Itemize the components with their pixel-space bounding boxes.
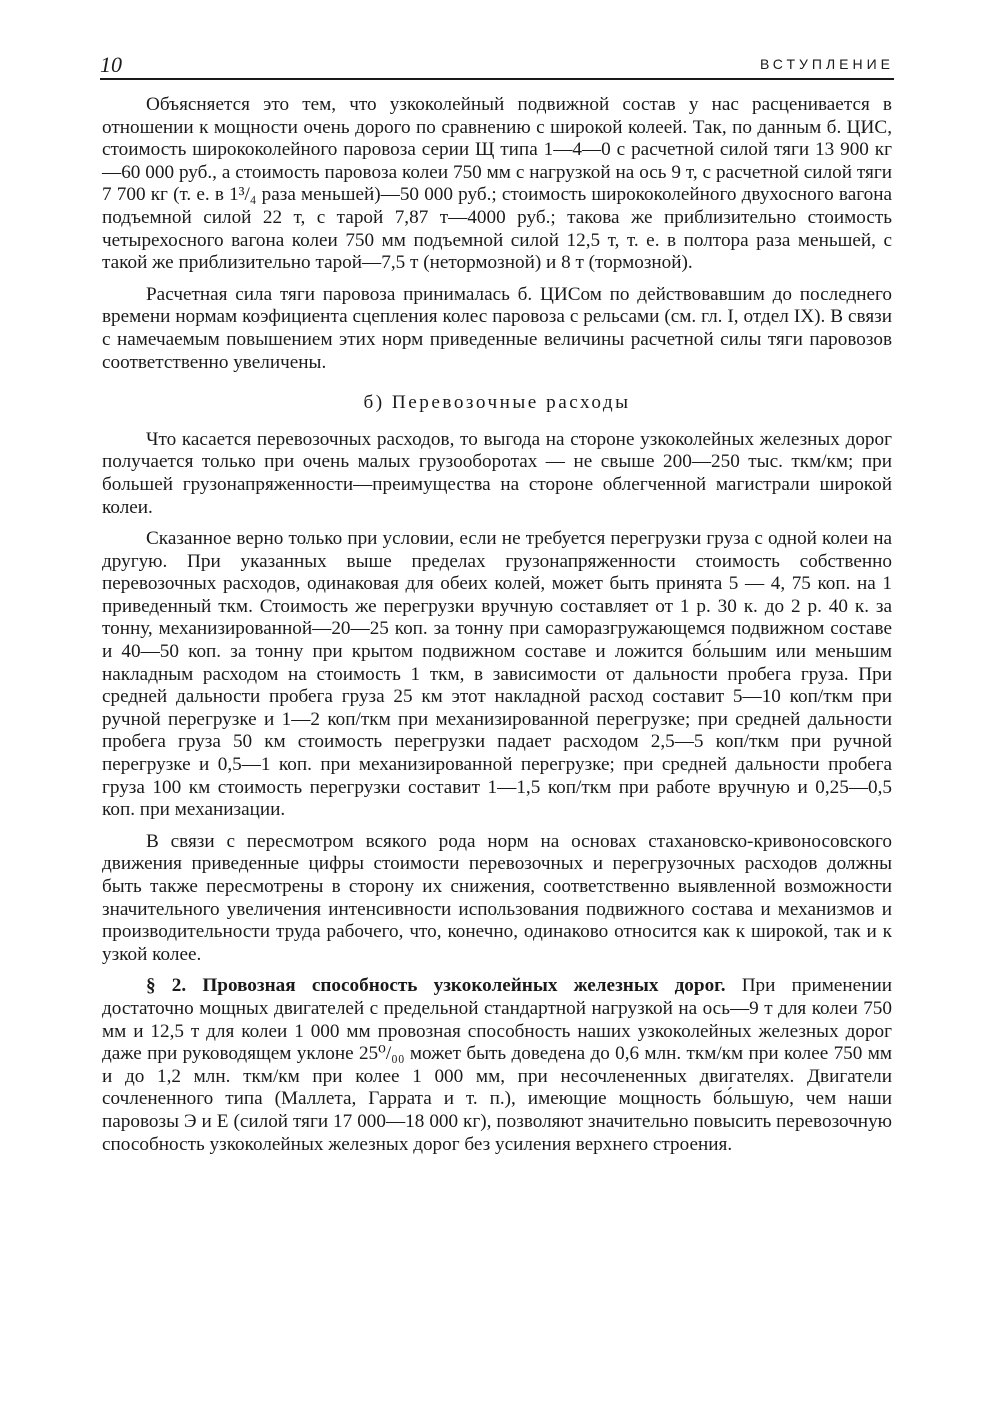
paragraph-transshipment: Сказанное верно только при условии, если не требуется перегрузки груза с одной колеи на другую. При указанных выше пределах грузонапряженности стоимость собственно перевозочных расходов, одинаковая для обеих колей, может быть принята 5 — 4, 75 коп. на 1 приведенный ткм. Стоимость же перегрузки вручную составляет от 1 р. 30 к. до 2 р. 40 к. за тонну, механизированной—20—25 коп. за тонну при саморазгружающемся подвижном составе и 40—50 коп. за тонну при крытом подвижном составе и ложится бо́льшим или меньшим накладным расходом на стоимость 1 ткм, в зависимости от дальности пробега груза. При средней дальности пробега груза 25 км этот накладной расход составит 5—10 коп/ткм при ручной перегрузке и 1—2 коп/ткм при механизированной перегрузке; при средней дальности пробега груза 50 км стоимость перегрузки падает расходом 2,5—5 коп/ткм при ручной перегрузке и 0,5—1 коп. при механизированной перегрузке; при средней дальности пробега груза 100 км стоимость перегрузки составит 1—1,5 коп/ткм при работе вручную и 0,25—0,5 коп. при механизации. — [102, 528, 892, 821]
paragraph-transport-costs: Что касается перевозочных расходов, то выгода на стороне узкоколейных железных дорог получается только при очень малых грузооборотах — не свыше 200—250 тыс. ткм/км; при большей грузонапряженности—преимущества на стороне облегченной магистрали широкой колеи. — [102, 428, 892, 518]
section-label-capacity: § 2. Провозная способность узкоколейных железных дорог. — [146, 975, 726, 997]
running-head: ВСТУПЛЕНИЕ — [759, 56, 894, 72]
paragraph-locomotive-costs: Объясняется это тем, что узкоколейный подвижной состав у нас расценивается в отношении к мощности очень дорого по сравнению с широкой колеей. Так, по данным б. ЦИС, стоимость ширококолейного паровоза серии Щ типа 1—4—0 с расчетной силой тяги 13 900 кг—60 000 руб., а стоимость паровоза колеи 750 мм с нагрузкой на ось 9 т, с расчетной силой тяги 7 700 кг (т. е. в 1³/₄ раза меньшей)—50 000 руб.; стоимость ширококолейного двухосного вагона подъемной силой 22 т, с тарой 7,87 т—4000 руб.; такова же приблизительно стоимость четырехосного вагона колеи 750 мм подъемной силой 12,5 т, т. е. в полтора раза меньшей, с такой же приблизительно тарой—7,5 т (нетормозной) и 8 т (тормозной). — [102, 94, 892, 274]
page-number: 10 — [100, 52, 122, 77]
paragraph-traction-norms: Расчетная сила тяги паровоза принималась б. ЦИСом по действовавшим до последнего времени нормам коэфициента сцепления колес паровоза с рельсами (см. гл. I, отдел IX). В связи с намечаемым повышением этих норм приведенные величины расчетной силы тяги паровозов соответственно увеличены. — [102, 283, 892, 373]
page-body — [102, 94, 892, 1165]
section-heading-transport-costs: б) Перевозочные расходы — [363, 392, 631, 414]
paragraph-capacity — [102, 975, 892, 1156]
page-header — [100, 50, 894, 78]
header-rule — [100, 78, 894, 80]
paragraph-norm-revision: В связи с пересмотром всякого рода норм на основах стахановско-кривоносовского движения приведенные цифры стоимости перевозочных и перегрузочных расходов должны быть также пересмотрены в сторону их снижения, соответственно выявленной возможности значительного увеличения интенсивности использования подвижного состава и механизмов и производительности труда рабочего, что, конечно, одинаково относится как к широкой, так и к узкой колее. — [102, 830, 892, 965]
capacity-text: При применении достаточно мощных двигателей с предельной стандартной нагрузкой на ось—9 т для колеи 750 мм и 12,5 т для колеи 1 000 мм провозная способность наших узкоколейных железных дорог даже при руководящем уклоне 25⁰/₀₀ может быть доведена до 0,6 млн. ткм/км при колее 750 мм и до 1,2 млн. ткм/км при колее 1 000 мм, при несочлененных двигателях. Двигатели сочлененного типа (Маллета, Гаррата и т. п.), имеющие мощность бо́льшую, чем наши паровозы Э и Е (силой тяги 17 000—18 000 кг), позволяют значительно повысить перевозочную способность узкоколейных железных дорог без усиления верхнего строения. — [102, 975, 892, 1155]
